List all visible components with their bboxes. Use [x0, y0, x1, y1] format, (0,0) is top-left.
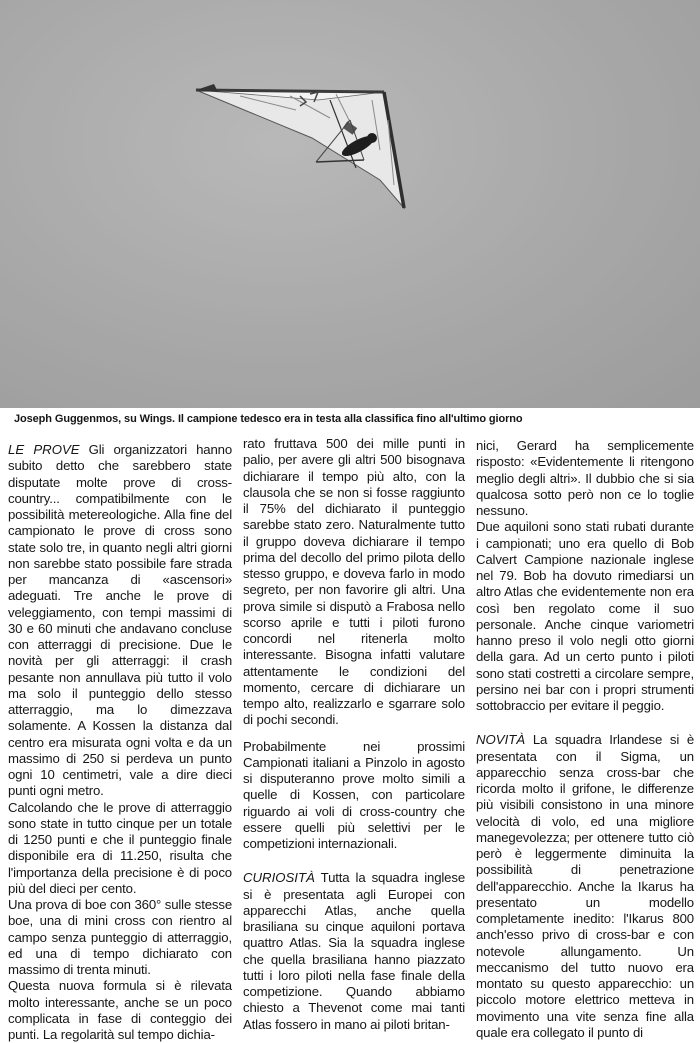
paragraph: Una prova di boe con 360° sulle stesse boe, una di mini cross con rientro al campo senza punteggio di atterraggio, ed una di tempo dichiarato con massimo di trenta minuti.: [8, 897, 232, 977]
paragraph: Probabilmente nei prossimi Campionati italiani a Pinzolo in agosto si disputeranno prove molto simili a quelle di Kossen, con particolare riguardo ai voli di cross-country che essere quelli più selettivi per le competizioni internazionali.: [243, 738, 465, 851]
rubric-le-prove: LE PROVE: [8, 442, 80, 457]
paragraph: rato fruttava 500 dei mille punti in palio, per avere gli altri 500 bisognava dichiarare il tempo più alto, con la clausola che se non si fosse raggiunto il 75% del dichiarato il punteggio sarebbe stato zero. Naturalmente tutto il gruppo doveva dichiarare il tempo prima del decollo del primo pilota dello stesso gruppo, e doveva farlo in modo segreto, per non favorire gli altri. Una prova simile si disputò a Frabosa nello scorso aprile e tutti i piloti furono concordi nel ritenerla molto interessante. Bisogna infatti valutare attentamente le condizioni del momento, cercare di dichiarare un tempo alto, realizzarlo e sgarrare solo di pochi secondi.: [243, 436, 465, 728]
hang-glider-photo: [0, 0, 700, 408]
paragraph: nici, Gerard ha semplicemente risposto: «Evidentemente li ritengono meglio degli altri». Il dubbio che si sia qualcosa sotto però non ce lo toglie nessuno.: [476, 438, 694, 518]
paragraph: [476, 732, 694, 1041]
photo-caption: Joseph Guggenmos, su Wings. Il campione tedesco era in testa alla classifica fino all'ultimo giorno: [14, 413, 523, 425]
column-3: [476, 438, 694, 1041]
paragraph-text: Gli organizzatori hanno subito detto che sarebbero state disputate molte prove di cross-country... compatibilmente con le possibilità metereologiche. Alla fine del campionato le prove di cross sono state solo tre, in quanto negli altri giorni non sarebbe stato possibile fare strada per mancanza di «ascensori» adeguati. Tre anche le prove di veleggiamento, con tempi massimi di 30 e 60 minuti che andavano concluse con atterraggi di precisione. Due le novità per gli atterraggi: il crash pesante non annullava più tutto il volo ma solo il punteggio dello stesso atterraggio, ma lo dimezzava solamente. A Kossen la distanza dal centro era misurata ogni volta e da un massimo di 250 si perdeva un punto ogni 10 centimetri, vale a dire dieci punti ogni metro.: [8, 442, 233, 799]
rubric-novita: NOVITÀ: [476, 732, 526, 748]
hang-glider-illustration: [0, 0, 700, 408]
paragraph: [8, 442, 232, 800]
paragraph: Calcolando che le prove di atterraggio sono state in tutto cinque per un totale di 1250 punti e che il punteggio finale disponibile era di 11.250, risulta che l'importanza della precisione è di poco più del dieci per cento.: [8, 799, 232, 896]
paragraph-text: Tutta la squadra inglese si è presentata agli Europei con apparecchi Atlas, anche quella brasiliana su cinque aquiloni portava quattro Atlas. Sia la squadra inglese che quella brasiliana hanno piazzato tutti i loro piloti nella fase finale della competizione. Quando abbiamo chiesto a Thevenot come mai tanti Atlas fossero in mano ai piloti britan-: [243, 870, 465, 1032]
rubric-curiosita: CURIOSITÀ: [243, 870, 315, 886]
column-1: [8, 442, 232, 1043]
paragraph: Due aquiloni sono stati rubati durante i campionati; uno era quello di Bob Calvert Campione nazionale inglese nel 79. Bob ha dovuto rimediarsi un altro Atlas che evidentemente non era così ben regolato come il suo personale. Anche cinque variometri hanno preso il volo negli otto giorni della gara. Ad un certo punto i piloti sono stati costretti a circolare sempre, persino nei bar con i propri strumenti sottobraccio per evitare il peggio.: [476, 519, 694, 713]
paragraph: Questa nuova formula si è rilevata molto interessante, anche se un poco complicata in fase di conteggio dei punti. La regolarità sul tempo dichia-: [8, 978, 232, 1042]
column-2: [243, 436, 465, 1033]
paragraph-text: La squadra Irlandese si è presentata con il Sigma, un apparecchio senza cross-bar che ricorda molto il grifone, le differenze più visibili consistono in una minore velocità di volo, ed una migliore manegevolezza; per ottenere tutto ciò però è leggermente diminuita la possibilità di penetrazione dell'apparecchio. Anche la Ikarus ha presentato un modello completamente inedito: l'Ikarus 800 anch'esso privo di cross-bar e con notevole allungamento. Un meccanismo del tutto nuovo era montato su questo apparecchio: un piccolo motore elettrico metteva in movimento una vite senza fine alla quale era collegato il punto di: [476, 732, 695, 1040]
